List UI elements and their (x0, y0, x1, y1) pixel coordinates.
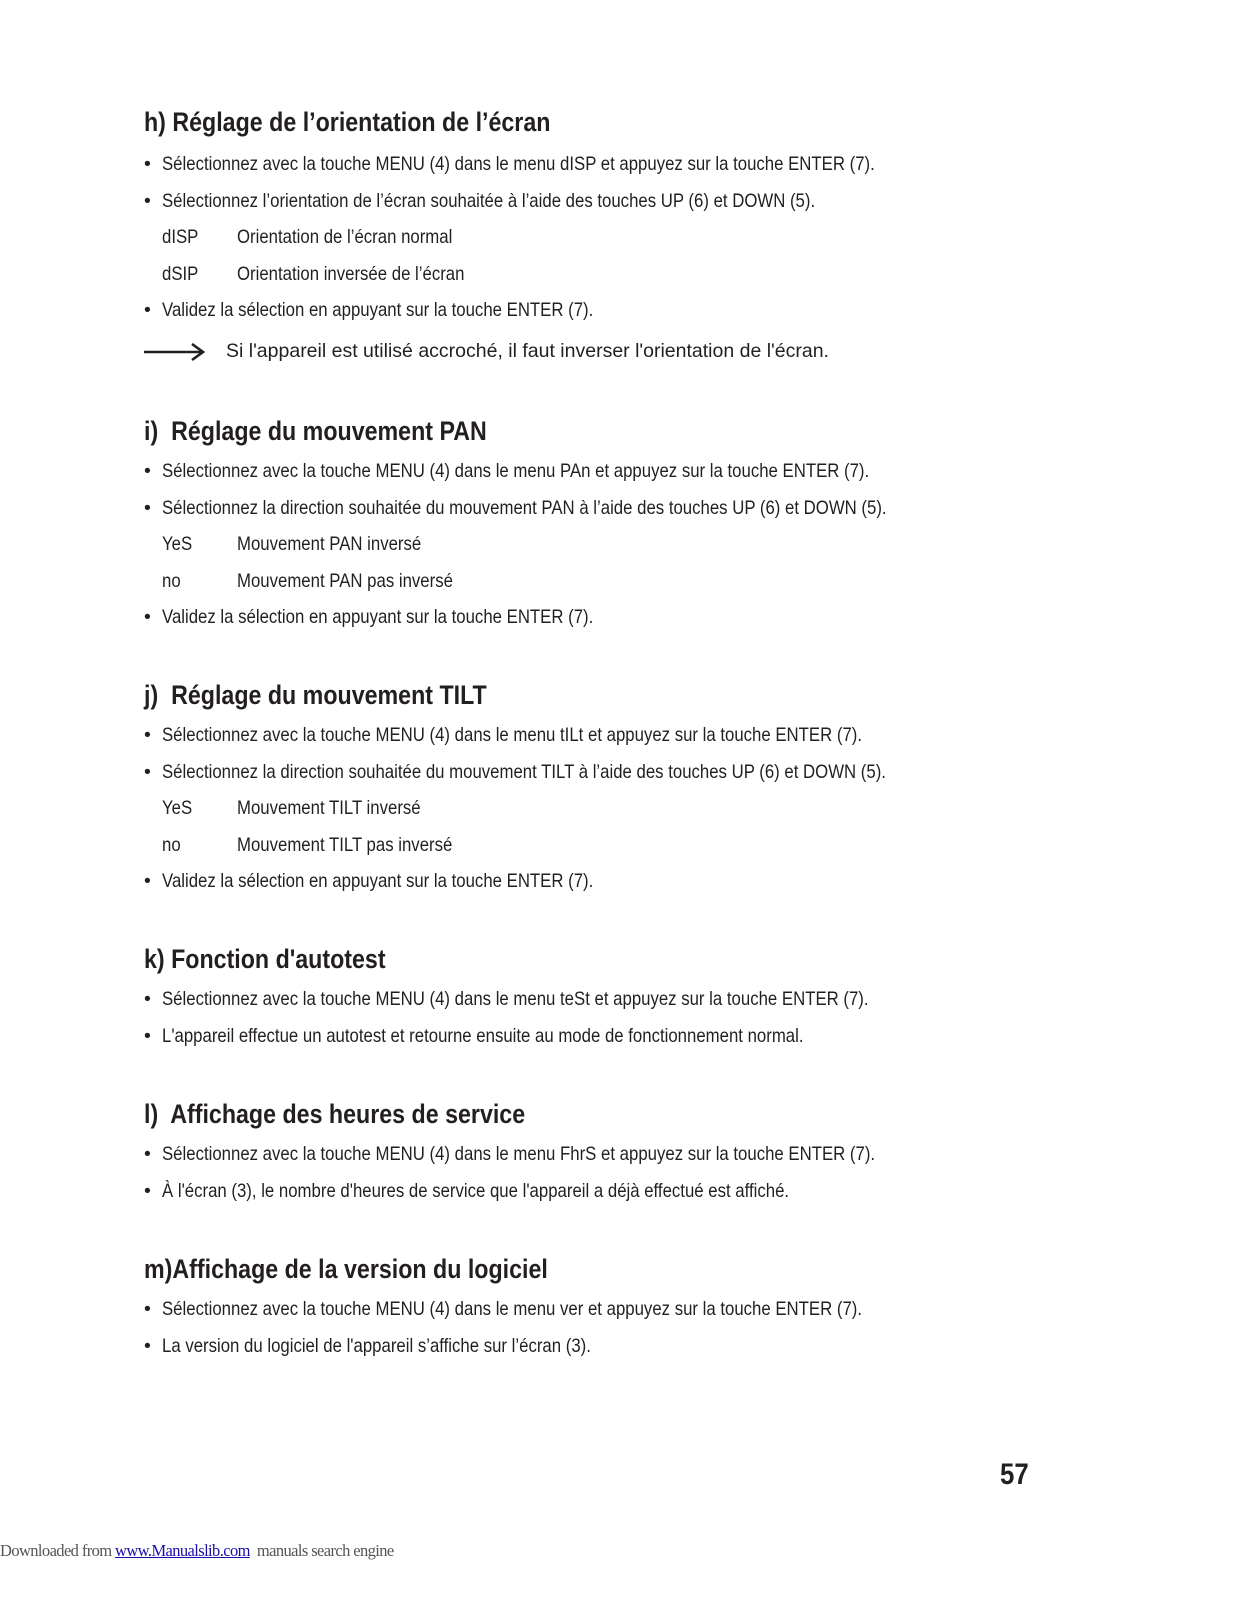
section-heading: i) Réglage du mouvement PAN (144, 416, 487, 446)
section-heading: k) Fonction d'autotest (144, 944, 386, 974)
bullet: • (144, 606, 151, 628)
option-code: dISP (162, 226, 199, 248)
list-item: • Sélectionnez avec la touche MENU (4) dans le menu tILt et appuyez sur la touche ENTER (7). (144, 717, 1124, 754)
list-item: • À l'écran (3), le nombre d'heures de service que l'appareil a déjà effectué est affiché. (144, 1173, 1124, 1210)
option-code: no (162, 569, 181, 592)
option-code: YeS (162, 797, 193, 819)
section-screen-orientation (144, 106, 1124, 373)
list-item: • Sélectionnez l’orientation de l’écran souhaitée à l’aide des touches UP (6) et DOWN (5). (144, 183, 1124, 220)
list-item: • Sélectionnez la direction souhaitée du mouvement TILT à l’aide des touches UP (6) et DOWN (5). (144, 754, 1124, 791)
bullet: • (144, 153, 151, 175)
bullet: • (144, 460, 151, 482)
bullet: • (144, 760, 151, 783)
option-row (144, 790, 1124, 827)
bullet: • (144, 724, 151, 746)
bullet: • (144, 299, 151, 321)
option-row (144, 526, 1124, 563)
footer-suffix: manuals search engine (249, 1541, 394, 1560)
bullet: • (144, 988, 151, 1010)
option-description: Orientation de l’écran normal (237, 226, 453, 248)
list-item: • La version du logiciel de l'appareil s’affiche sur l’écran (3). (144, 1328, 1124, 1365)
option-row (144, 219, 1124, 256)
option-code: dSIP (162, 262, 199, 285)
bullet: • (144, 870, 151, 892)
option-row (144, 256, 1124, 293)
list-item: • Sélectionnez avec la touche MENU (4) dans le menu PAn et appuyez sur la touche ENTER (7). (144, 453, 1124, 490)
option-description: Mouvement TILT inversé (237, 797, 421, 819)
option-description: Mouvement TILT pas inversé (237, 833, 453, 856)
option-code: no (162, 833, 181, 856)
download-footer (0, 1541, 394, 1561)
bullet: • (144, 1298, 151, 1320)
section-software-version (144, 1253, 1124, 1364)
list-item: • Sélectionnez la direction souhaitée du mouvement PAN à l’aide des touches UP (6) et DOWN (5). (144, 490, 1124, 527)
list-item: • Sélectionnez avec la touche MENU (4) dans le menu dISP et appuyez sur la touche ENTER (7). (144, 146, 1124, 183)
section-heading: h) Réglage de l’orientation de l’écran (144, 107, 551, 137)
option-description: Mouvement PAN pas inversé (237, 569, 453, 592)
option-description: Mouvement PAN inversé (237, 533, 422, 555)
list-item: • Validez la sélection en appuyant sur la touche ENTER (7). (144, 292, 1124, 329)
option-row (144, 827, 1124, 864)
list-item: • Sélectionnez avec la touche MENU (4) dans le menu teSt et appuyez sur la touche ENTER (7). (144, 981, 1124, 1018)
bullet: • (144, 189, 151, 212)
bullet: • (144, 1143, 151, 1165)
section-heading: l) Affichage des heures de service (144, 1099, 526, 1129)
footer-prefix: Downloaded from (0, 1541, 116, 1560)
note (144, 329, 1124, 373)
section-pan-movement (144, 415, 1124, 636)
section-self-test (144, 943, 1124, 1054)
page-number: 57 (1000, 1458, 1029, 1491)
list-item: • Validez la sélection en appuyant sur la touche ENTER (7). (144, 863, 1124, 900)
option-description: Orientation inversée de l’écran (237, 262, 465, 285)
bullet: • (144, 1024, 151, 1047)
option-row (144, 563, 1124, 600)
list-item: • Sélectionnez avec la touche MENU (4) dans le menu ver et appuyez sur la touche ENTER (7). (144, 1291, 1124, 1328)
list-item: • Sélectionnez avec la touche MENU (4) dans le menu FhrS et appuyez sur la touche ENTER (7). (144, 1136, 1124, 1173)
bullet: • (144, 1334, 151, 1357)
manualslib-link[interactable]: www.Manualslib.com (115, 1541, 250, 1560)
section-heading: j) Réglage du mouvement TILT (144, 680, 487, 710)
arrow-right-icon (144, 343, 208, 365)
bullet: • (144, 496, 151, 519)
list-item: • Validez la sélection en appuyant sur la touche ENTER (7). (144, 599, 1124, 636)
section-operating-hours (144, 1098, 1124, 1209)
section-tilt-movement (144, 679, 1124, 900)
list-item: • L'appareil effectue un autotest et retourne ensuite au mode de fonctionnement normal. (144, 1018, 1124, 1055)
note-text: Si l'appareil est utilisé accroché, il faut inverser l'orientation de l'écran. (226, 339, 829, 362)
section-heading: m)Affichage de la version du logiciel (144, 1254, 548, 1284)
option-code: YeS (162, 533, 193, 555)
bullet: • (144, 1179, 151, 1202)
